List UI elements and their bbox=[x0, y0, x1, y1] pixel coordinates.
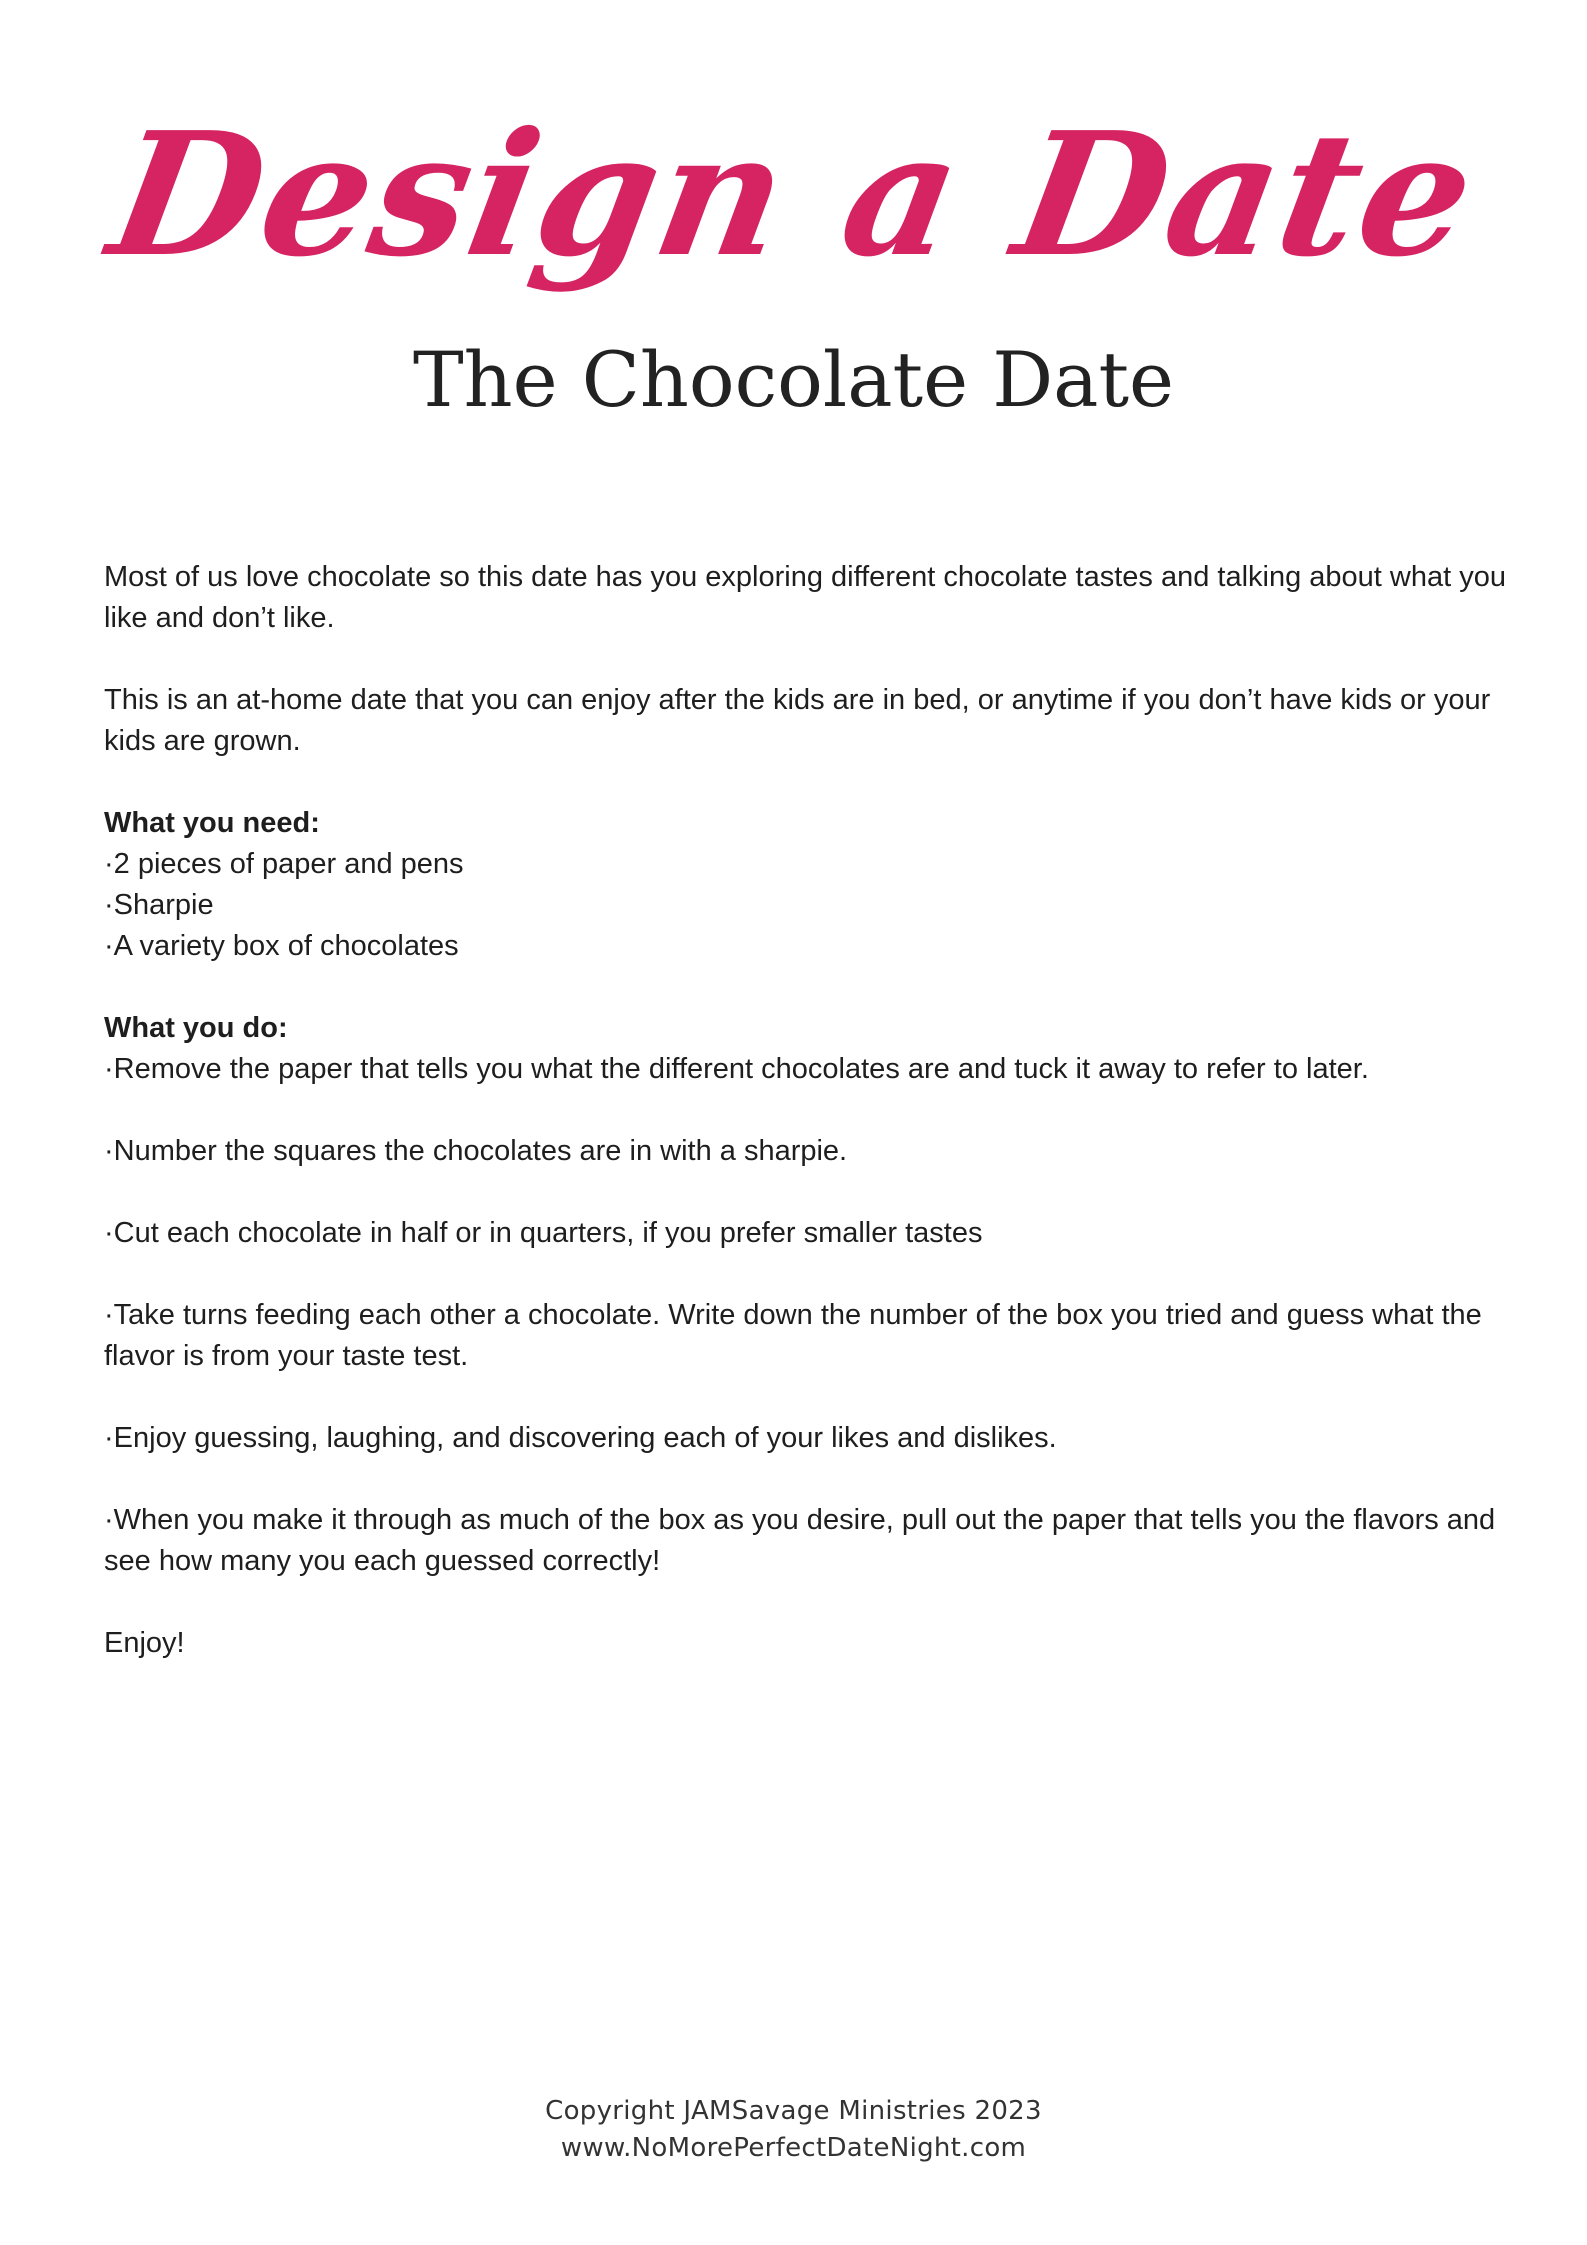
do-step: ·Cut each chocolate in half or in quarters, if you prefer smaller tastes bbox=[104, 1217, 983, 1249]
document-body bbox=[104, 557, 1524, 1705]
need-heading: What you need: bbox=[104, 807, 320, 839]
do-step: ·When you make it through as much of the box as you desire, pull out the paper that tells you the flavors and see how many you each guessed correctly! bbox=[104, 1504, 1496, 1577]
footer bbox=[0, 2093, 1587, 2167]
do-heading: What you do: bbox=[104, 1012, 288, 1044]
need-list bbox=[104, 844, 1524, 967]
do-step: ·Take turns feeding each other a chocolate. Write down the number of the box you tried and guess what the flavor is from your taste test. bbox=[104, 1299, 1482, 1372]
script-title: Design a Date bbox=[97, 95, 1490, 295]
page-title: The Chocolate Date bbox=[412, 335, 1174, 424]
copyright-text: Copyright JAMSavage Ministries 2023 bbox=[545, 2096, 1042, 2126]
need-item: ·A variety box of chocolates bbox=[104, 930, 459, 962]
do-step: ·Enjoy guessing, laughing, and discovering each of your likes and dislikes. bbox=[104, 1422, 1057, 1454]
need-item: ·Sharpie bbox=[104, 889, 214, 921]
need-item: ·2 pieces of paper and pens bbox=[104, 848, 464, 880]
website-text: www.NoMorePerfectDateNight.com bbox=[560, 2133, 1027, 2163]
do-step: ·Number the squares the chocolates are in with a sharpie. bbox=[104, 1135, 848, 1167]
intro-paragraph-1: Most of us love chocolate so this date has you exploring different chocolate tastes and talking about what you like and don’t like. bbox=[104, 561, 1506, 634]
closing-text: Enjoy! bbox=[104, 1627, 185, 1659]
do-step: ·Remove the paper that tells you what the different chocolates are and tuck it away to refer to later. bbox=[104, 1053, 1369, 1085]
intro-paragraph-2: This is an at-home date that you can enjoy after the kids are in bed, or anytime if you don’t have kids or your kids are grown. bbox=[104, 684, 1491, 757]
